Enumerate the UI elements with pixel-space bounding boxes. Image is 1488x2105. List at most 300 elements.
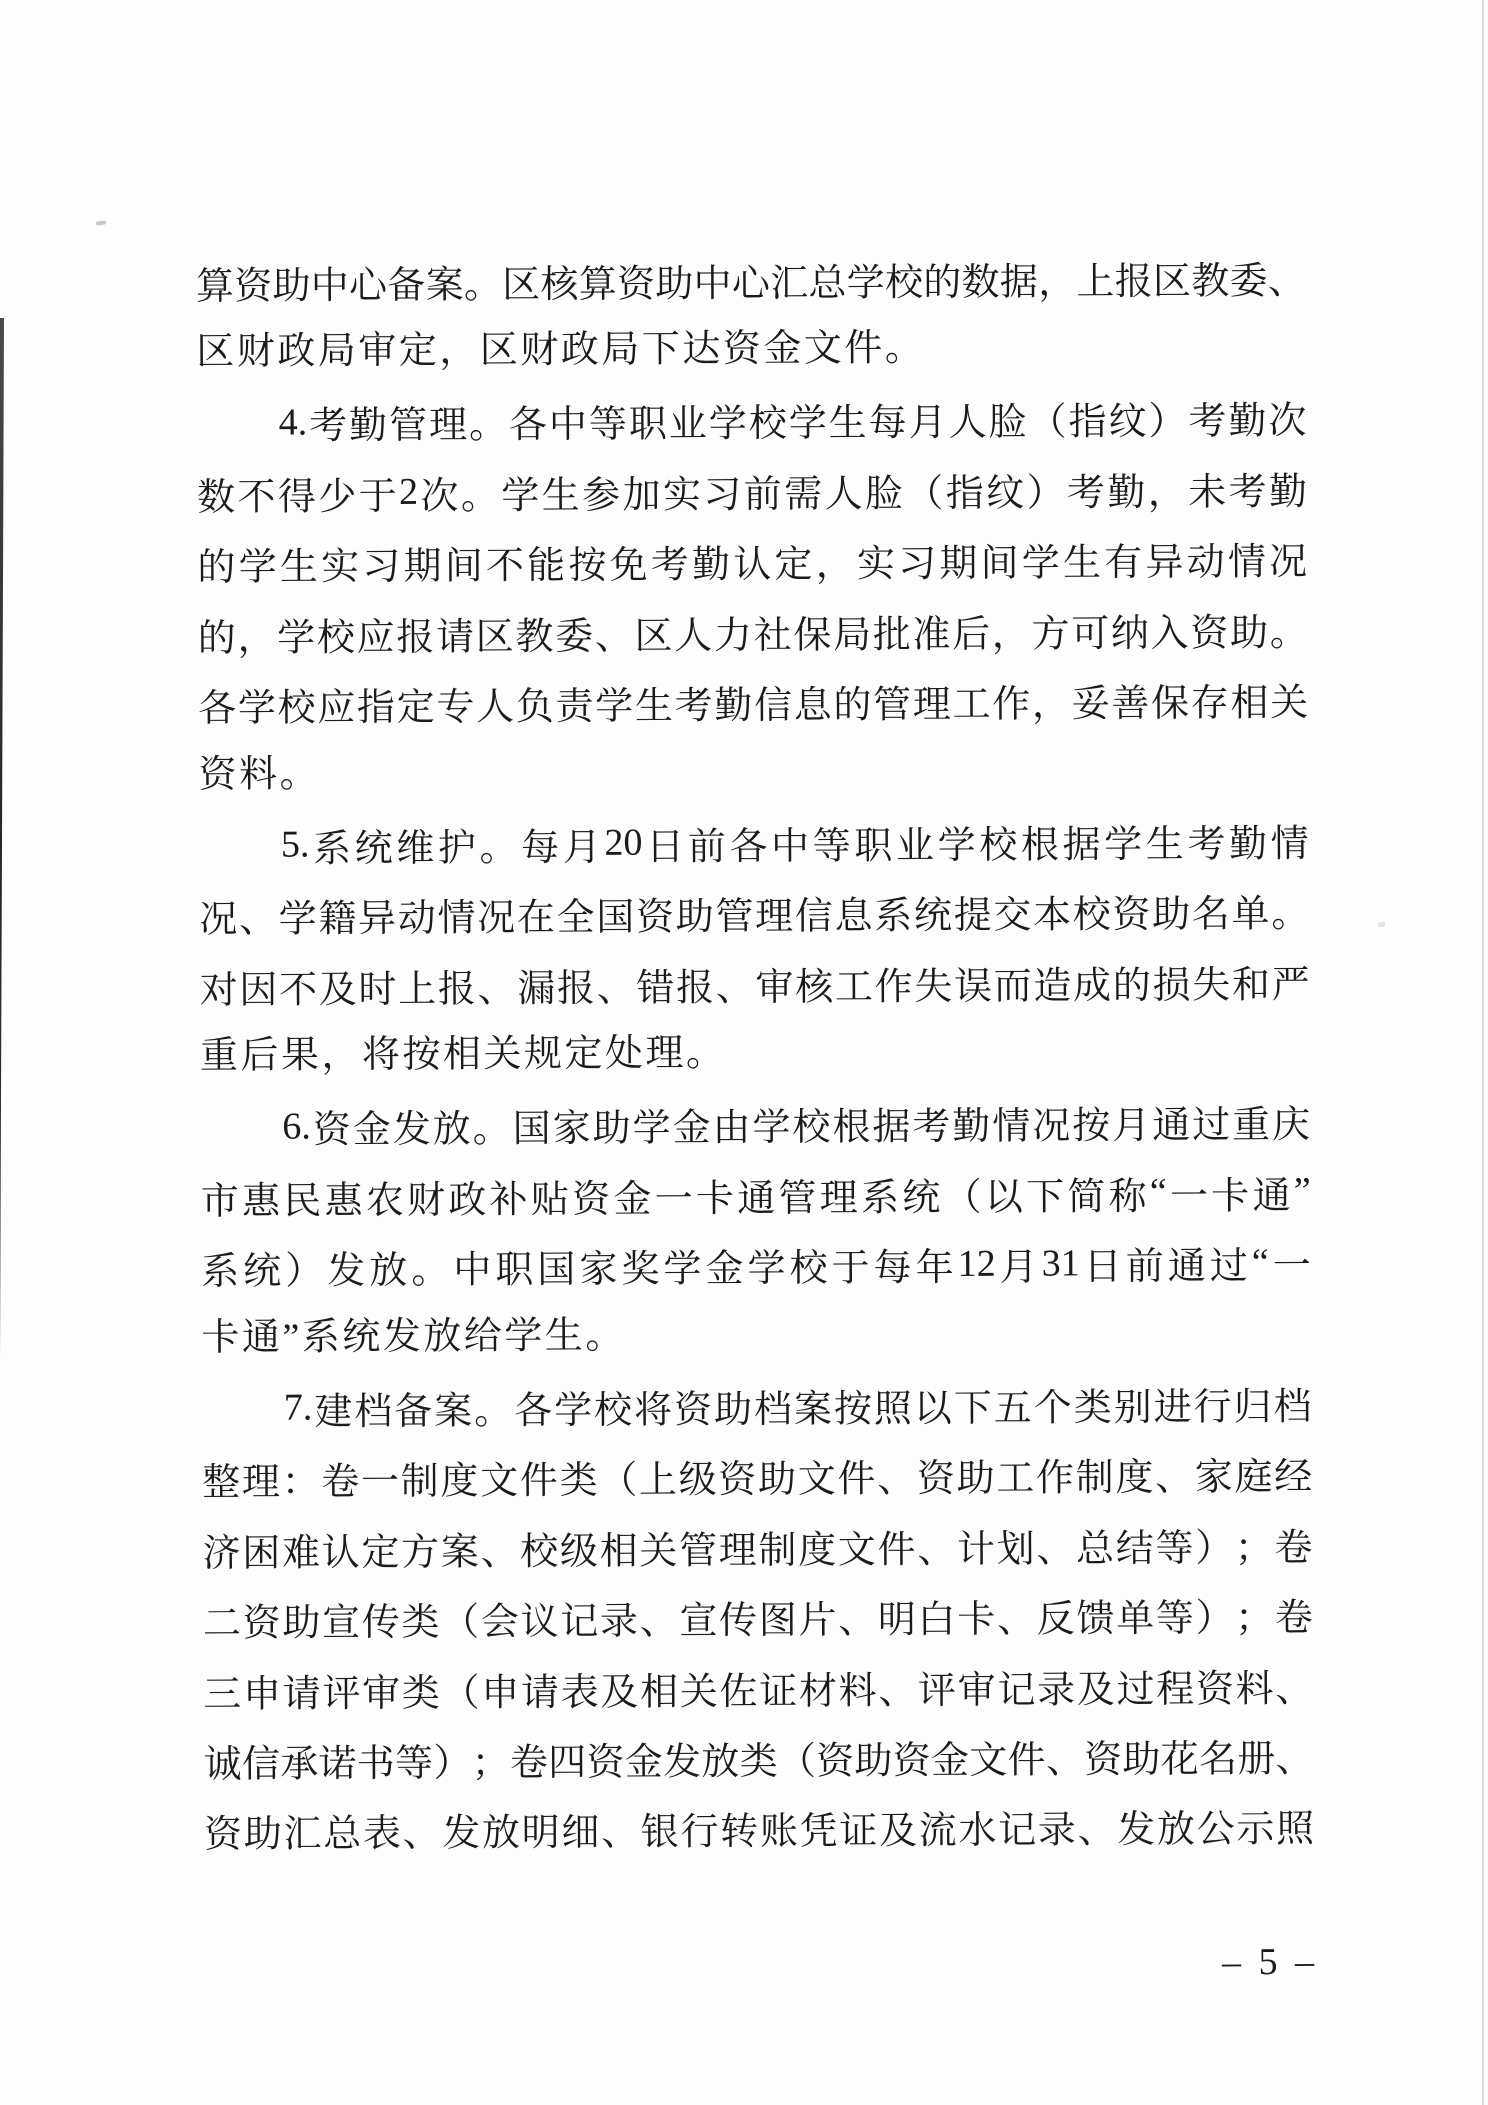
char-cell: 习 <box>703 474 742 517</box>
char-cell: 庭 <box>1234 1456 1273 1499</box>
char-cell: 资 <box>1084 1739 1123 1782</box>
char-cell: 应 <box>356 616 395 659</box>
char-cell: 助 <box>282 1602 321 1645</box>
char-cell: 失 <box>914 965 953 1008</box>
char-cell: 过 <box>1116 1668 1155 1711</box>
char-cell: 案 <box>440 1531 479 1574</box>
char-cell: 护 <box>437 827 477 870</box>
char-cell: 时 <box>358 968 397 1011</box>
char-cell: 需 <box>784 473 823 516</box>
char-cell: 发 <box>662 1741 702 1784</box>
char-cell: 材 <box>798 1670 838 1713</box>
char-cell: 请 <box>520 1671 560 1714</box>
char-cell: 12 <box>957 1242 996 1285</box>
char-cell: 实 <box>662 474 702 517</box>
char-cell: 总 <box>323 1813 362 1856</box>
char-cell: “ <box>1251 1241 1269 1284</box>
char-cell: ； <box>1234 1527 1273 1570</box>
char-cell: 考 <box>309 405 348 448</box>
char-cell: 明 <box>877 1599 917 1642</box>
char-cell: 据 <box>1062 824 1101 867</box>
text-line <box>202 1508 1312 1584</box>
char-cell: 料 <box>1235 1667 1274 1711</box>
char-cell: （ <box>441 1601 480 1644</box>
char-cell: 困 <box>242 1532 281 1575</box>
char-cell: 校 <box>1072 894 1111 937</box>
char-cell: 审 <box>755 966 794 1009</box>
char-cell: 发 <box>1117 1809 1156 1852</box>
char-cell: 资 <box>892 1740 931 1783</box>
char-cell: 文 <box>480 1460 519 1503</box>
char-cell: 相 <box>599 1530 638 1573</box>
char-cell: 职 <box>854 825 893 868</box>
char-cell: 未 <box>1188 471 1227 514</box>
char-cell: 教 <box>1191 260 1230 303</box>
char-cell: 应 <box>317 687 356 730</box>
char-cell: 期 <box>939 543 978 586</box>
char-cell: 年 <box>915 1247 954 1290</box>
char-cell: 家 <box>579 1248 618 1292</box>
char-cell: 发 <box>442 1812 481 1856</box>
char-cell: 、 <box>600 1811 640 1855</box>
char-cell: 能 <box>527 545 566 588</box>
char-cell: 的 <box>923 261 962 304</box>
char-cell: 助 <box>1122 1738 1161 1782</box>
char-cell: 等 <box>588 404 628 447</box>
char-cell: 力 <box>713 614 753 657</box>
char-cell: 每 <box>873 1247 912 1290</box>
char-cell: 资 <box>635 896 675 939</box>
char-cell: 免 <box>609 544 648 588</box>
char-cell: ） <box>1148 401 1187 444</box>
char-cell: 录 <box>1036 1668 1076 1712</box>
char-cell: 工 <box>952 683 991 727</box>
char-cell: 。 <box>474 1390 513 1433</box>
char-cell: 方 <box>401 1531 440 1574</box>
char-cell: 考 <box>912 1106 951 1149</box>
char-cell: 保 <box>1150 682 1190 726</box>
char-cell: 档 <box>354 1390 393 1434</box>
text-line <box>197 452 1307 528</box>
char-cell: ） <box>1195 1527 1234 1570</box>
char-cell: 件 <box>1007 1739 1046 1782</box>
char-cell: 一 <box>1169 1175 1209 1218</box>
scan-artifact-right-edge <box>1482 0 1484 2105</box>
char-cell: 中 <box>310 264 349 308</box>
char-cell: 日 <box>1083 1246 1122 1289</box>
char-cell: 宣 <box>321 1602 361 1645</box>
char-cell: 校 <box>593 1389 633 1432</box>
char-cell: 本 <box>1032 894 1072 937</box>
char-cell: 每 <box>868 402 907 445</box>
char-cell: 四 <box>548 1741 587 1785</box>
char-cell: 公 <box>1196 1808 1235 1852</box>
page-number: – 5 – <box>1221 1940 1319 1984</box>
char-cell: 通 <box>1167 1245 1206 1289</box>
char-cell: 批 <box>872 613 911 657</box>
char-cell: 备 <box>394 1390 433 1433</box>
char-cell: 放 <box>432 1108 471 1152</box>
char-cell: 6. <box>282 1105 311 1148</box>
char-cell: 审 <box>957 1669 996 1712</box>
char-cell: 的 <box>197 617 236 660</box>
char-cell: 、 <box>1267 259 1306 303</box>
char-cell: 关 <box>639 1530 678 1573</box>
char-cell: 资 <box>572 1178 611 1221</box>
char-cell: 系 <box>874 895 913 938</box>
char-cell: 学 <box>788 403 827 446</box>
char-cell: 记 <box>998 1809 1037 1853</box>
char-cell: 名 <box>1198 1738 1238 1781</box>
text-line <box>204 1719 1314 1795</box>
text-line <box>201 1227 1311 1303</box>
char-cell: 、 <box>238 898 278 941</box>
char-cell: 放 <box>701 1741 740 1784</box>
char-cell: 级 <box>559 1530 599 1573</box>
char-cell: 农 <box>365 1179 404 1222</box>
char-cell: 考 <box>1066 472 1106 515</box>
char-cell: 助 <box>854 1740 893 1783</box>
char-cell: 传 <box>361 1602 400 1645</box>
char-cell: 档 <box>753 1388 793 1432</box>
char-cell: 况 <box>477 897 516 940</box>
char-cell: 方 <box>1031 613 1070 656</box>
char-cell: 学 <box>1104 823 1143 867</box>
char-cell: 理 <box>718 1529 757 1573</box>
char-cell: 动 <box>397 897 436 941</box>
char-cell: 。 <box>1271 893 1310 936</box>
char-cell: 按 <box>1072 1105 1111 1148</box>
char-cell: 馈 <box>1076 1598 1115 1641</box>
char-cell: 金 <box>352 1109 391 1152</box>
char-cell: 系 <box>860 1177 900 1220</box>
char-cell: 总 <box>1075 1527 1115 1571</box>
char-cell: 助 <box>243 1813 282 1857</box>
char-cell: 通 <box>1152 1105 1191 1148</box>
char-cell: 责 <box>555 685 594 729</box>
char-cell: 文 <box>797 1459 836 1502</box>
char-cell: 生 <box>541 474 580 518</box>
char-cell: （ <box>1028 401 1067 445</box>
char-cell: ； <box>471 1742 510 1785</box>
char-cell: 勤 <box>1268 471 1308 514</box>
char-cell: 单 <box>1116 1598 1155 1641</box>
char-cell: 间 <box>980 542 1019 586</box>
char-cell: 数 <box>961 261 1000 304</box>
char-cell: 白 <box>917 1599 956 1642</box>
char-cell: 有 <box>1104 542 1143 585</box>
char-cell: 、 <box>878 1669 917 1712</box>
char-cell: 算 <box>195 265 235 308</box>
char-cell: 、 <box>1275 1667 1314 1710</box>
char-cell: 统 <box>913 895 953 938</box>
text-line <box>196 382 1306 458</box>
char-cell: 次 <box>420 475 459 518</box>
char-cell: 上 <box>398 968 437 1011</box>
char-cell: 存 <box>1190 682 1229 725</box>
text-line: 卡通”系统发放给学生。 <box>201 1314 626 1359</box>
char-cell: 银 <box>640 1811 679 1854</box>
char-cell: 日 <box>646 826 685 869</box>
char-cell: 归 <box>1233 1386 1272 1429</box>
char-cell: 、 <box>996 1598 1036 1641</box>
text-line <box>199 945 1309 1021</box>
char-cell: 类 <box>1073 1387 1112 1430</box>
char-cell: 别 <box>1113 1386 1152 1430</box>
char-cell: 奖 <box>621 1248 660 1291</box>
char-cell: 定 <box>774 544 813 587</box>
document-body-text <box>196 241 1314 1866</box>
char-cell: 助 <box>272 265 311 308</box>
char-cell: 况 <box>199 899 238 942</box>
char-cell: ， <box>1147 471 1186 514</box>
char-cell: 的 <box>1112 964 1151 1007</box>
char-cell: 资 <box>1190 612 1229 655</box>
char-cell: ： <box>281 1461 320 1504</box>
char-cell: 考 <box>1187 823 1226 866</box>
char-cell: 案 <box>434 1390 473 1433</box>
char-cell: 情 <box>1270 823 1309 866</box>
char-cell: 脸 <box>988 402 1027 445</box>
char-cell: 惠 <box>241 1180 281 1223</box>
char-cell: （ <box>777 1740 817 1783</box>
char-cell: 生 <box>1062 542 1102 585</box>
char-cell: 负 <box>515 686 554 729</box>
char-cell: 月 <box>999 1246 1038 1289</box>
char-cell: 信 <box>241 1743 281 1786</box>
char-cell: 资 <box>673 1389 713 1432</box>
char-cell: 助 <box>592 1108 631 1151</box>
char-cell: 各 <box>508 404 548 447</box>
char-cell: 况 <box>1269 541 1308 584</box>
char-cell: 照 <box>1275 1808 1315 1851</box>
char-cell: ， <box>1038 261 1077 304</box>
char-cell: 。 <box>463 264 503 307</box>
char-cell: 动 <box>1186 541 1225 585</box>
char-cell: 校 <box>316 616 356 660</box>
char-cell: 录 <box>1037 1809 1076 1852</box>
char-cell: 凭 <box>799 1810 838 1854</box>
char-cell: 学 <box>937 824 976 867</box>
char-cell: 学 <box>277 617 316 660</box>
char-cell: 学 <box>632 1107 671 1151</box>
text-line: 重后果，将按相关规定处理。 <box>199 1032 727 1078</box>
char-cell: 片 <box>798 1599 837 1642</box>
char-cell: 关 <box>679 1670 718 1713</box>
char-cell: 考 <box>650 544 689 587</box>
char-cell: 放 <box>481 1812 521 1855</box>
scan-speck <box>96 220 106 225</box>
char-cell: 2 <box>398 471 419 514</box>
char-cell: 实 <box>856 543 896 586</box>
char-cell: 根 <box>832 1106 871 1150</box>
char-cell: 评 <box>322 1672 361 1715</box>
char-cell: 报 <box>1114 260 1153 303</box>
char-cell: 诺 <box>318 1743 357 1786</box>
char-cell: 少 <box>318 476 357 519</box>
char-cell: 通 <box>737 1177 776 1220</box>
char-cell: 对 <box>199 969 238 1012</box>
char-cell: 、 <box>838 1599 877 1642</box>
char-cell: 汇 <box>283 1813 322 1856</box>
char-cell: 纹 <box>986 472 1025 515</box>
char-cell: 委 <box>555 615 594 658</box>
char-cell: 、 <box>480 1531 519 1574</box>
char-cell: 的 <box>197 547 236 590</box>
char-cell: 佐 <box>719 1670 758 1713</box>
text-line <box>203 1649 1313 1725</box>
char-cell: 算 <box>578 263 617 306</box>
char-cell: 卡 <box>1211 1175 1250 1218</box>
char-cell: 纳 <box>1110 612 1150 655</box>
char-cell: 会 <box>480 1601 520 1644</box>
char-cell: 上 <box>1076 260 1115 304</box>
char-cell: （ <box>905 472 944 516</box>
char-cell: 职 <box>495 1249 534 1292</box>
char-cell: 图 <box>758 1599 797 1643</box>
char-cell: 认 <box>321 1531 360 1575</box>
char-cell: 三 <box>203 1673 242 1716</box>
char-cell: 记 <box>997 1669 1036 1712</box>
char-cell: 勤 <box>1228 400 1267 444</box>
char-cell: 资 <box>616 263 656 306</box>
char-cell: 各 <box>729 825 768 869</box>
char-cell: 宣 <box>679 1600 718 1643</box>
char-cell: 错 <box>636 967 675 1010</box>
char-cell: 资 <box>242 1602 281 1645</box>
char-cell: 称 <box>1108 1175 1147 1219</box>
char-cell: 通 <box>1252 1175 1291 1218</box>
char-cell: 学 <box>752 1107 791 1150</box>
char-cell: 记 <box>560 1601 599 1644</box>
char-cell: 人 <box>674 614 713 658</box>
char-cell: 不 <box>237 476 276 519</box>
char-cell: ” <box>1293 1170 1311 1213</box>
char-cell: 在 <box>516 897 556 940</box>
char-cell: 资 <box>312 1109 351 1152</box>
char-cell: 金 <box>624 1741 663 1784</box>
char-cell: 勤 <box>714 685 753 728</box>
char-cell: 于 <box>358 475 397 519</box>
char-cell: 议 <box>520 1601 559 1644</box>
char-cell: 交 <box>993 894 1032 938</box>
char-cell: 、 <box>917 1528 956 1571</box>
char-cell: 及 <box>600 1671 639 1714</box>
char-cell: 心 <box>731 262 771 305</box>
char-cell: 籍 <box>318 898 357 941</box>
char-cell: 作 <box>992 683 1031 726</box>
char-cell: 贴 <box>530 1178 570 1222</box>
char-cell: 中 <box>693 262 732 306</box>
char-cell: ， <box>237 617 276 660</box>
char-cell: 卡 <box>695 1177 735 1221</box>
char-cell: 理 <box>912 684 951 727</box>
char-cell: 二 <box>202 1602 242 1646</box>
char-cell: 报 <box>396 616 435 659</box>
char-cell: 月 <box>562 826 602 869</box>
char-cell: 学 <box>238 546 277 590</box>
char-cell: 金 <box>613 1178 652 1221</box>
char-cell: 难 <box>281 1532 321 1575</box>
char-cell: 助 <box>956 1458 995 1501</box>
char-cell: 资 <box>1112 894 1151 937</box>
char-cell: 勤 <box>1228 823 1268 866</box>
char-cell: 一 <box>654 1178 693 1221</box>
char-cell: 作 <box>1035 1457 1075 1500</box>
char-cell: 计 <box>956 1528 996 1571</box>
char-cell: 、 <box>594 615 633 658</box>
char-cell: 指 <box>1068 401 1107 444</box>
char-cell: 按 <box>833 1388 873 1431</box>
char-cell: 料 <box>838 1669 877 1713</box>
char-cell: 校 <box>748 403 787 446</box>
char-cell: （ <box>943 1176 982 1219</box>
char-cell: 放 <box>369 1250 408 1293</box>
char-cell: 造 <box>1033 965 1072 1008</box>
char-cell: 度 <box>440 1460 479 1504</box>
char-cell: 家 <box>552 1108 591 1151</box>
char-cell: 保 <box>793 614 832 657</box>
char-cell: 教 <box>515 615 554 658</box>
char-cell: 成 <box>1073 964 1112 1008</box>
char-cell: 申 <box>481 1671 520 1715</box>
char-cell: 7. <box>283 1386 313 1430</box>
char-cell: 定 <box>361 1531 400 1574</box>
char-cell: 异 <box>357 898 397 941</box>
char-cell: 制 <box>758 1529 797 1572</box>
char-cell: 诚 <box>203 1743 242 1786</box>
char-cell: 业 <box>895 824 935 868</box>
text-line <box>196 241 1306 317</box>
char-cell: 人 <box>948 402 987 445</box>
char-cell: 勤 <box>952 1106 991 1149</box>
char-cell: 可 <box>1071 612 1110 656</box>
char-cell: 20 <box>604 821 643 865</box>
char-cell: 人 <box>475 686 515 729</box>
char-cell: 承 <box>280 1743 319 1786</box>
char-cell: 生 <box>279 546 319 589</box>
char-cell: 报 <box>437 968 476 1011</box>
char-cell: 、 <box>715 966 754 1009</box>
char-cell: ） <box>1026 472 1065 515</box>
char-cell: 不 <box>278 968 318 1012</box>
char-cell: ， <box>1031 683 1071 726</box>
char-cell: 核 <box>540 263 579 306</box>
char-cell: 国 <box>537 1249 576 1292</box>
char-cell: 划 <box>996 1528 1035 1571</box>
char-cell: （ <box>441 1672 480 1715</box>
char-cell: 报 <box>556 967 596 1010</box>
char-cell: 指 <box>356 687 396 730</box>
char-cell: 定 <box>396 686 435 729</box>
char-cell: 档 <box>1273 1386 1312 1429</box>
char-cell: 准 <box>912 613 951 656</box>
char-cell: 助 <box>675 896 714 939</box>
char-cell: 统 <box>243 1250 282 1293</box>
char-cell: 信 <box>753 684 793 728</box>
char-cell: 金 <box>705 1248 744 1291</box>
char-cell: 得 <box>277 476 317 519</box>
char-cell: 生 <box>634 685 674 728</box>
char-cell: 期 <box>403 545 442 589</box>
char-cell: 区 <box>502 263 541 307</box>
scan-speck <box>1378 922 1385 927</box>
text-line <box>201 1156 1311 1232</box>
char-cell: 局 <box>832 614 872 657</box>
char-cell: 度 <box>798 1529 837 1572</box>
char-cell: 间 <box>444 545 483 588</box>
char-cell: 生 <box>828 402 867 446</box>
